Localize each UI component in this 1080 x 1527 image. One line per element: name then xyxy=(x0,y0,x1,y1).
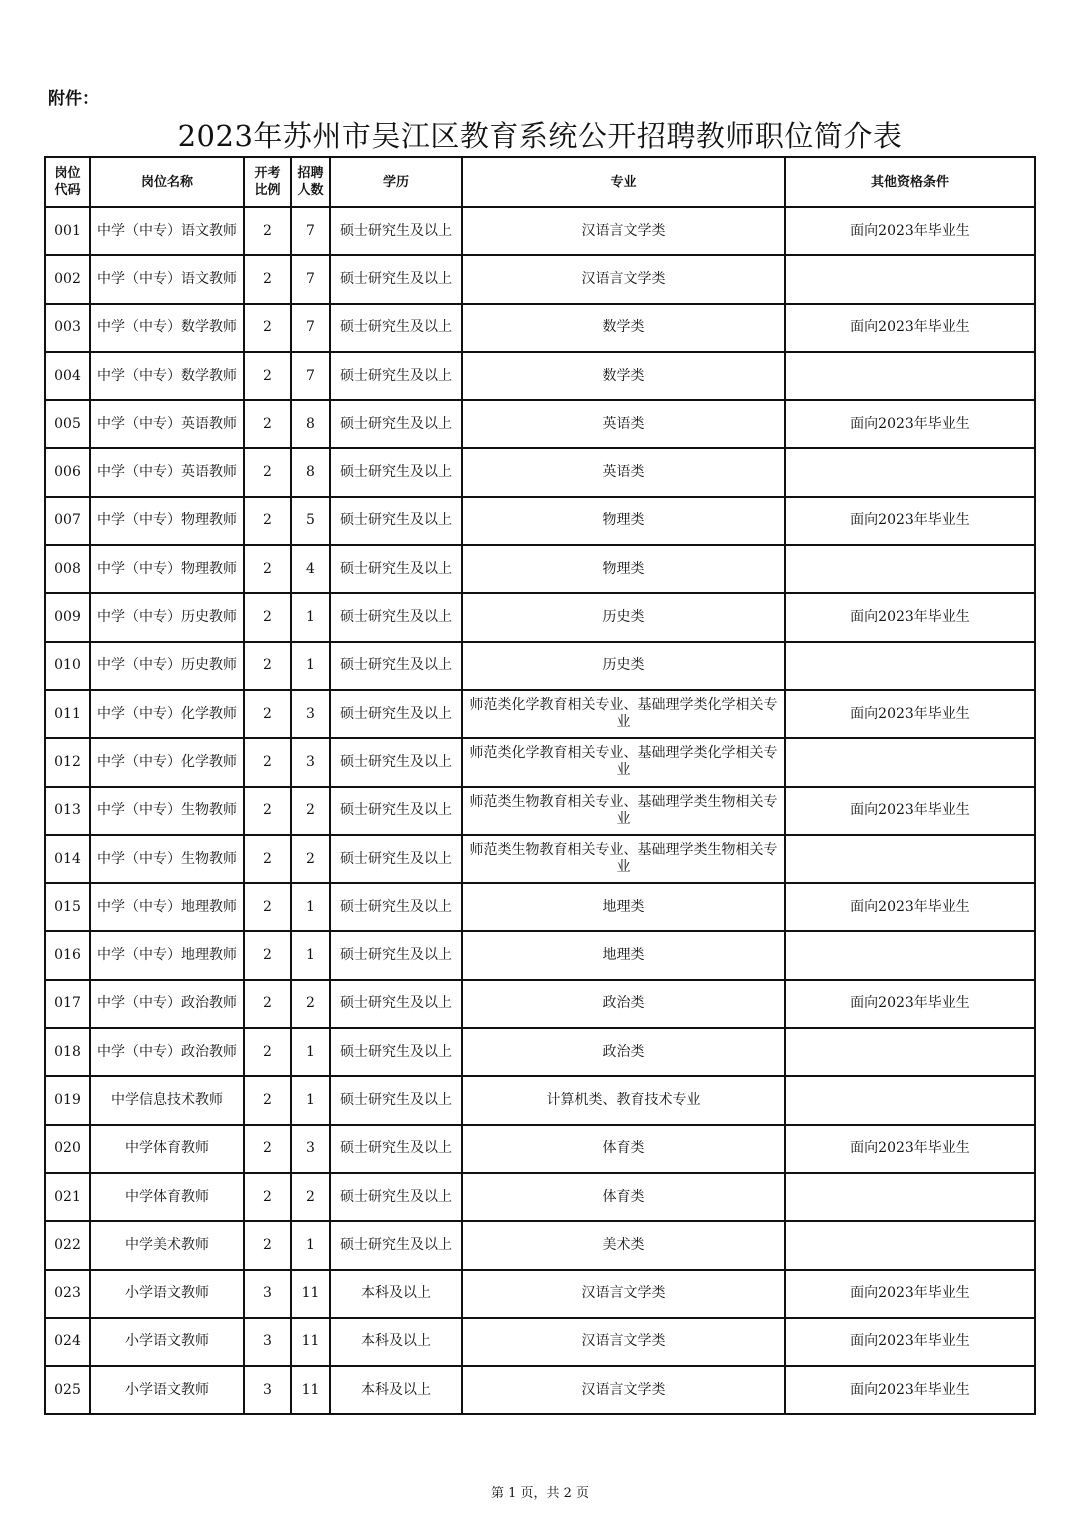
cell-code: 022 xyxy=(45,1221,90,1269)
cell-code: 005 xyxy=(45,400,90,448)
cell-education: 硕士研究生及以上 xyxy=(330,738,462,786)
cell-count: 1 xyxy=(291,593,330,641)
cell-other xyxy=(785,448,1035,496)
cell-education: 硕士研究生及以上 xyxy=(330,448,462,496)
cell-major: 体育类 xyxy=(462,1173,785,1221)
cell-ratio: 2 xyxy=(244,738,291,786)
cell-ratio: 2 xyxy=(244,642,291,690)
cell-education: 硕士研究生及以上 xyxy=(330,690,462,738)
table-row xyxy=(45,207,1035,255)
cell-code: 019 xyxy=(45,1076,90,1124)
table-row xyxy=(45,1366,1035,1414)
cell-other xyxy=(785,835,1035,883)
cell-major: 地理类 xyxy=(462,931,785,979)
table-row xyxy=(45,304,1035,352)
cell-major: 汉语言文学类 xyxy=(462,1318,785,1366)
cell-name: 中学体育教师 xyxy=(90,1173,244,1221)
cell-name: 中学（中专）地理教师 xyxy=(90,931,244,979)
table-row xyxy=(45,1318,1035,1366)
cell-education: 本科及以上 xyxy=(330,1270,462,1318)
table-body xyxy=(45,207,1035,1414)
cell-major: 美术类 xyxy=(462,1221,785,1269)
table-row xyxy=(45,931,1035,979)
cell-name: 中学（中专）语文教师 xyxy=(90,255,244,303)
attachment-label: 附件： xyxy=(48,89,99,109)
cell-count: 1 xyxy=(291,931,330,979)
cell-ratio: 2 xyxy=(244,1125,291,1173)
cell-other xyxy=(785,1076,1035,1124)
cell-code: 024 xyxy=(45,1318,90,1366)
cell-count: 1 xyxy=(291,1221,330,1269)
cell-name: 中学（中专）化学教师 xyxy=(90,690,244,738)
cell-count: 7 xyxy=(291,352,330,400)
cell-name: 中学（中专）英语教师 xyxy=(90,448,244,496)
cell-count: 3 xyxy=(291,738,330,786)
cell-ratio: 3 xyxy=(244,1318,291,1366)
cell-ratio: 2 xyxy=(244,1028,291,1076)
table-row xyxy=(45,1125,1035,1173)
cell-count: 7 xyxy=(291,207,330,255)
cell-count: 5 xyxy=(291,497,330,545)
header-ratio: 开考 比例 xyxy=(244,157,291,207)
cell-ratio: 2 xyxy=(244,835,291,883)
cell-count: 2 xyxy=(291,1173,330,1221)
cell-code: 003 xyxy=(45,304,90,352)
cell-name: 中学（中专）物理教师 xyxy=(90,545,244,593)
cell-education: 硕士研究生及以上 xyxy=(330,883,462,931)
cell-other: 面向2023年毕业生 xyxy=(785,883,1035,931)
cell-major: 汉语言文学类 xyxy=(462,1366,785,1414)
cell-name: 中学（中专）地理教师 xyxy=(90,883,244,931)
cell-major: 英语类 xyxy=(462,400,785,448)
cell-count: 11 xyxy=(291,1366,330,1414)
header-count: 招聘 人数 xyxy=(291,157,330,207)
cell-code: 006 xyxy=(45,448,90,496)
cell-major: 历史类 xyxy=(462,642,785,690)
cell-ratio: 2 xyxy=(244,255,291,303)
table-row xyxy=(45,255,1035,303)
cell-name: 中学体育教师 xyxy=(90,1125,244,1173)
cell-ratio: 2 xyxy=(244,980,291,1028)
cell-education: 硕士研究生及以上 xyxy=(330,304,462,352)
cell-major: 英语类 xyxy=(462,448,785,496)
cell-other: 面向2023年毕业生 xyxy=(785,690,1035,738)
cell-other: 面向2023年毕业生 xyxy=(785,400,1035,448)
table-row xyxy=(45,497,1035,545)
cell-count: 8 xyxy=(291,400,330,448)
cell-code: 015 xyxy=(45,883,90,931)
cell-code: 010 xyxy=(45,642,90,690)
table-row xyxy=(45,545,1035,593)
cell-code: 008 xyxy=(45,545,90,593)
table-header-row xyxy=(45,157,1035,207)
table-row xyxy=(45,642,1035,690)
header-code: 岗位 代码 xyxy=(45,157,90,207)
cell-count: 11 xyxy=(291,1318,330,1366)
table-row xyxy=(45,352,1035,400)
cell-code: 023 xyxy=(45,1270,90,1318)
cell-name: 中学（中专）政治教师 xyxy=(90,980,244,1028)
cell-major: 计算机类、教育技术专业 xyxy=(462,1076,785,1124)
cell-code: 013 xyxy=(45,787,90,835)
cell-count: 1 xyxy=(291,883,330,931)
cell-count: 2 xyxy=(291,980,330,1028)
cell-major: 汉语言文学类 xyxy=(462,1270,785,1318)
cell-name: 小学语文教师 xyxy=(90,1366,244,1414)
cell-other xyxy=(785,931,1035,979)
cell-name: 小学语文教师 xyxy=(90,1270,244,1318)
cell-other: 面向2023年毕业生 xyxy=(785,497,1035,545)
cell-other: 面向2023年毕业生 xyxy=(785,1270,1035,1318)
cell-major: 物理类 xyxy=(462,545,785,593)
cell-name: 中学（中专）数学教师 xyxy=(90,304,244,352)
cell-count: 8 xyxy=(291,448,330,496)
cell-education: 硕士研究生及以上 xyxy=(330,1076,462,1124)
cell-education: 硕士研究生及以上 xyxy=(330,980,462,1028)
cell-name: 中学（中专）历史教师 xyxy=(90,593,244,641)
table-row xyxy=(45,1173,1035,1221)
cell-other xyxy=(785,255,1035,303)
cell-count: 2 xyxy=(291,835,330,883)
cell-major: 师范类生物教育相关专业、基础理学类生物相关专业 xyxy=(462,787,785,835)
cell-other: 面向2023年毕业生 xyxy=(785,207,1035,255)
cell-major: 政治类 xyxy=(462,1028,785,1076)
cell-ratio: 3 xyxy=(244,1270,291,1318)
table-row xyxy=(45,738,1035,786)
cell-name: 中学（中专）生物教师 xyxy=(90,787,244,835)
table-row xyxy=(45,593,1035,641)
table-row xyxy=(45,787,1035,835)
cell-major: 汉语言文学类 xyxy=(462,255,785,303)
cell-education: 硕士研究生及以上 xyxy=(330,352,462,400)
cell-other xyxy=(785,1173,1035,1221)
cell-ratio: 2 xyxy=(244,931,291,979)
cell-other xyxy=(785,642,1035,690)
header-name: 岗位名称 xyxy=(90,157,244,207)
cell-major: 汉语言文学类 xyxy=(462,207,785,255)
cell-ratio: 2 xyxy=(244,1221,291,1269)
header-major: 专业 xyxy=(462,157,785,207)
cell-ratio: 2 xyxy=(244,304,291,352)
cell-count: 7 xyxy=(291,304,330,352)
cell-education: 硕士研究生及以上 xyxy=(330,1173,462,1221)
table-row xyxy=(45,883,1035,931)
cell-count: 1 xyxy=(291,1076,330,1124)
cell-name: 中学（中专）化学教师 xyxy=(90,738,244,786)
cell-count: 7 xyxy=(291,255,330,303)
cell-ratio: 2 xyxy=(244,545,291,593)
cell-code: 007 xyxy=(45,497,90,545)
cell-major: 师范类化学教育相关专业、基础理学类化学相关专业 xyxy=(462,738,785,786)
table-row xyxy=(45,400,1035,448)
cell-ratio: 2 xyxy=(244,690,291,738)
cell-ratio: 2 xyxy=(244,593,291,641)
cell-education: 硕士研究生及以上 xyxy=(330,593,462,641)
cell-major: 历史类 xyxy=(462,593,785,641)
header-other: 其他资格条件 xyxy=(785,157,1035,207)
cell-name: 小学语文教师 xyxy=(90,1318,244,1366)
table-row xyxy=(45,1076,1035,1124)
cell-major: 数学类 xyxy=(462,352,785,400)
cell-code: 011 xyxy=(45,690,90,738)
cell-other: 面向2023年毕业生 xyxy=(785,304,1035,352)
cell-education: 本科及以上 xyxy=(330,1366,462,1414)
cell-code: 016 xyxy=(45,931,90,979)
table-row xyxy=(45,690,1035,738)
table-row xyxy=(45,1028,1035,1076)
cell-code: 018 xyxy=(45,1028,90,1076)
cell-name: 中学（中专）英语教师 xyxy=(90,400,244,448)
cell-count: 2 xyxy=(291,787,330,835)
cell-ratio: 2 xyxy=(244,787,291,835)
cell-ratio: 2 xyxy=(244,1173,291,1221)
cell-count: 4 xyxy=(291,545,330,593)
cell-education: 硕士研究生及以上 xyxy=(330,497,462,545)
cell-major: 师范类生物教育相关专业、基础理学类生物相关专业 xyxy=(462,835,785,883)
cell-education: 硕士研究生及以上 xyxy=(330,400,462,448)
cell-code: 009 xyxy=(45,593,90,641)
cell-ratio: 2 xyxy=(244,352,291,400)
cell-other: 面向2023年毕业生 xyxy=(785,1366,1035,1414)
cell-other: 面向2023年毕业生 xyxy=(785,980,1035,1028)
cell-education: 硕士研究生及以上 xyxy=(330,545,462,593)
cell-major: 师范类化学教育相关专业、基础理学类化学相关专业 xyxy=(462,690,785,738)
cell-ratio: 2 xyxy=(244,883,291,931)
cell-education: 硕士研究生及以上 xyxy=(330,787,462,835)
cell-ratio: 2 xyxy=(244,448,291,496)
table-row xyxy=(45,1270,1035,1318)
cell-education: 硕士研究生及以上 xyxy=(330,207,462,255)
cell-code: 001 xyxy=(45,207,90,255)
cell-ratio: 2 xyxy=(244,1076,291,1124)
cell-ratio: 2 xyxy=(244,400,291,448)
table-row xyxy=(45,835,1035,883)
header-education: 学历 xyxy=(330,157,462,207)
cell-education: 硕士研究生及以上 xyxy=(330,255,462,303)
cell-name: 中学（中专）数学教师 xyxy=(90,352,244,400)
cell-count: 1 xyxy=(291,642,330,690)
cell-code: 017 xyxy=(45,980,90,1028)
cell-other xyxy=(785,545,1035,593)
table-row xyxy=(45,980,1035,1028)
cell-name: 中学（中专）历史教师 xyxy=(90,642,244,690)
cell-count: 3 xyxy=(291,1125,330,1173)
cell-other: 面向2023年毕业生 xyxy=(785,1318,1035,1366)
cell-major: 政治类 xyxy=(462,980,785,1028)
page-footer: 第 1 页，共 2 页 xyxy=(490,1486,590,1501)
cell-major: 物理类 xyxy=(462,497,785,545)
cell-ratio: 2 xyxy=(244,497,291,545)
cell-major: 地理类 xyxy=(462,883,785,931)
cell-name: 中学（中专）政治教师 xyxy=(90,1028,244,1076)
cell-education: 硕士研究生及以上 xyxy=(330,835,462,883)
cell-code: 012 xyxy=(45,738,90,786)
cell-other xyxy=(785,738,1035,786)
cell-code: 020 xyxy=(45,1125,90,1173)
cell-count: 3 xyxy=(291,690,330,738)
cell-education: 硕士研究生及以上 xyxy=(330,642,462,690)
cell-name: 中学信息技术教师 xyxy=(90,1076,244,1124)
table-row xyxy=(45,448,1035,496)
cell-name: 中学（中专）语文教师 xyxy=(90,207,244,255)
positions-table xyxy=(44,156,1036,1415)
cell-other: 面向2023年毕业生 xyxy=(785,1125,1035,1173)
cell-code: 004 xyxy=(45,352,90,400)
cell-code: 025 xyxy=(45,1366,90,1414)
cell-other xyxy=(785,1221,1035,1269)
cell-other: 面向2023年毕业生 xyxy=(785,787,1035,835)
cell-education: 硕士研究生及以上 xyxy=(330,1221,462,1269)
cell-code: 014 xyxy=(45,835,90,883)
cell-other: 面向2023年毕业生 xyxy=(785,593,1035,641)
cell-education: 硕士研究生及以上 xyxy=(330,1028,462,1076)
cell-count: 11 xyxy=(291,1270,330,1318)
cell-education: 本科及以上 xyxy=(330,1318,462,1366)
cell-code: 002 xyxy=(45,255,90,303)
cell-education: 硕士研究生及以上 xyxy=(330,1125,462,1173)
cell-major: 体育类 xyxy=(462,1125,785,1173)
table-row xyxy=(45,1221,1035,1269)
cell-ratio: 2 xyxy=(244,207,291,255)
cell-other xyxy=(785,352,1035,400)
cell-major: 数学类 xyxy=(462,304,785,352)
cell-education: 硕士研究生及以上 xyxy=(330,931,462,979)
cell-code: 021 xyxy=(45,1173,90,1221)
cell-name: 中学（中专）物理教师 xyxy=(90,497,244,545)
cell-name: 中学美术教师 xyxy=(90,1221,244,1269)
cell-other xyxy=(785,1028,1035,1076)
page-title: 2023年苏州市吴江区教育系统公开招聘教师职位简介表 xyxy=(177,119,903,153)
cell-name: 中学（中专）生物教师 xyxy=(90,835,244,883)
cell-ratio: 3 xyxy=(244,1366,291,1414)
cell-count: 1 xyxy=(291,1028,330,1076)
